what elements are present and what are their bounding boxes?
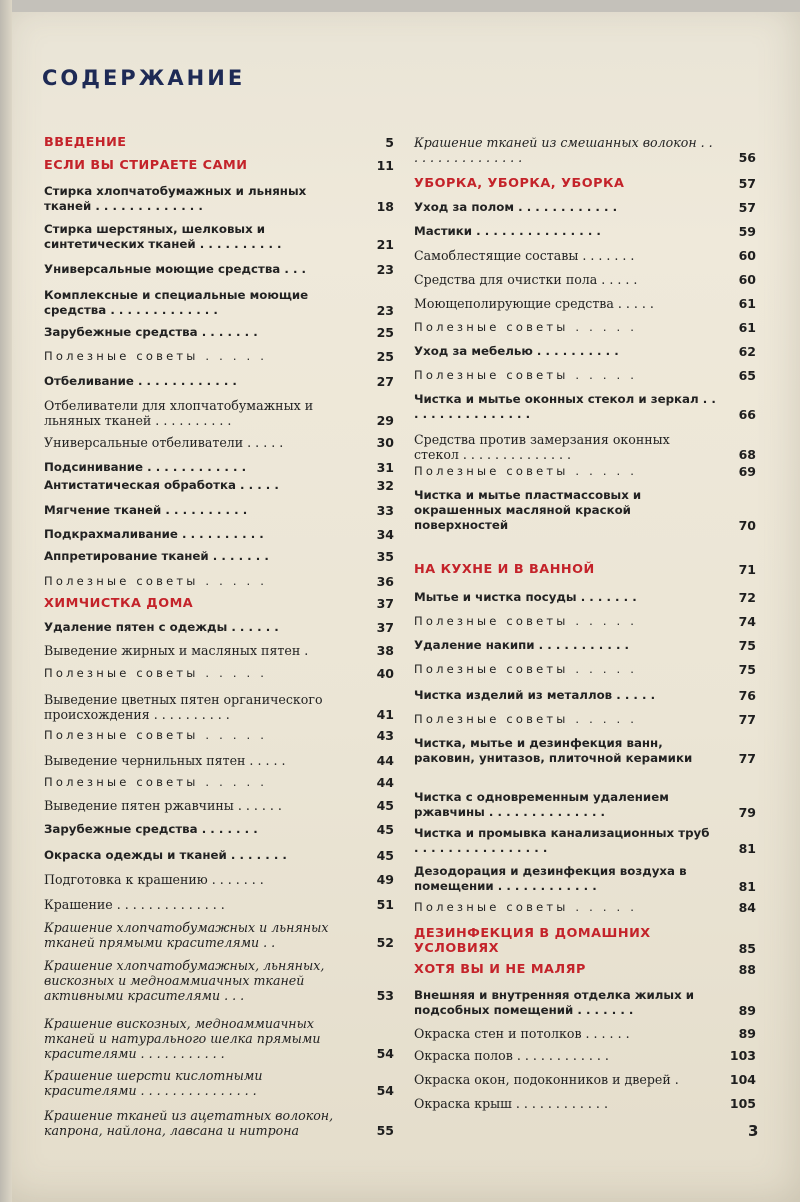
right_column-entry [414, 662, 756, 677]
entry-title: Чистка и мытье пластмассовых и окрашенных масляной краской поверхностей [414, 488, 642, 532]
entry-title: Зарубежные средства . . . . . . . [44, 822, 258, 836]
right_column-entry [414, 614, 756, 629]
entry-title: ХОТЯ ВЫ И НЕ МАЛЯР [414, 962, 586, 977]
left_column-entry [44, 460, 394, 475]
entry-page-number: 43 [376, 728, 394, 743]
entry-title: Крашение . . . . . . . . . . . . . . [44, 897, 225, 912]
right_column-entry [414, 736, 756, 766]
left_column-entry [44, 398, 394, 428]
left_column-entry [44, 728, 394, 743]
entry-page-number: 68 [738, 447, 756, 462]
entry-page-number: 29 [376, 413, 394, 428]
entry-title: Мытье и чистка посуды . . . . . . . [414, 590, 637, 604]
right_column-entry [414, 432, 756, 462]
entry-page-number: 33 [376, 503, 394, 518]
entry-page-number: 72 [738, 590, 756, 605]
entry-page-number: 89 [738, 1003, 756, 1018]
left_column-entry [44, 692, 394, 722]
entry-page-number: 81 [738, 841, 756, 856]
entry-title: Полезные советы . . . . . [44, 775, 268, 789]
entry-title: Подготовка к крашению . . . . . . . [44, 872, 264, 887]
right_column-entry [414, 900, 756, 915]
entry-page-number: 104 [729, 1072, 756, 1087]
page-left-edge [0, 0, 12, 1202]
entry-page-number: 74 [738, 614, 756, 629]
right_column-entry [414, 988, 756, 1018]
entry-page-number: 40 [376, 666, 394, 681]
entry-page-number: 85 [738, 941, 756, 956]
entry-page-number: 52 [376, 935, 394, 950]
entry-page-number: 38 [376, 643, 394, 658]
entry-title: Окраска стен и потолков . . . . . . [414, 1026, 630, 1041]
entry-title: Полезные советы . . . . . [44, 574, 268, 588]
entry-title: Крашение тканей из смешанных волокон . . . . . . . . . . . . . . . . [414, 135, 713, 165]
entry-page-number: 27 [376, 374, 394, 389]
entry-title: Окраска окон, подоконников и дверей . [414, 1072, 679, 1087]
entry-title: Универсальные моющие средства . . . [44, 262, 307, 276]
right_column-entry [414, 1096, 756, 1111]
left_column-entry [44, 349, 394, 364]
entry-title: Подсинивание . . . . . . . . . . . . [44, 460, 247, 474]
left_column-entry [44, 478, 394, 493]
entry-title: Чистка и мытье оконных стекол и зеркал . . . . . . . . . . . . . . . . [414, 392, 716, 421]
entry-title: Мастики . . . . . . . . . . . . . . . [414, 224, 601, 238]
left_column-entry [44, 798, 394, 813]
entry-page-number: 44 [376, 775, 394, 790]
entry-title: Выведение цветных пятен органического происхождения . . . . . . . . . . [44, 692, 323, 722]
right_column-entry [414, 248, 756, 263]
right_column-entry [414, 926, 756, 956]
entry-title: Мягчение тканей . . . . . . . . . . [44, 503, 248, 517]
entry-title: ЕСЛИ ВЫ СТИРАЕТЕ САМИ [44, 158, 248, 173]
entry-title: ХИМЧИСТКА ДОМА [44, 596, 194, 611]
right_column-entry [414, 864, 756, 894]
left_column-entry [44, 775, 394, 790]
left_column-entry [44, 288, 394, 318]
left_column-entry [44, 184, 394, 214]
right_column-entry [414, 1072, 756, 1087]
entry-title: Окраска крыш . . . . . . . . . . . . [414, 1096, 608, 1111]
entry-title: ДЕЗИНФЕКЦИЯ В ДОМАШНИХ УСЛОВИЯХ [414, 926, 651, 956]
left_column-entry [44, 848, 394, 863]
left_column-entry [44, 643, 394, 658]
left_column-entry [44, 897, 394, 912]
right_column-entry [414, 712, 756, 727]
entry-page-number: 5 [385, 135, 394, 150]
entry-title: Полезные советы . . . . . [44, 728, 268, 742]
entry-page-number: 56 [738, 150, 756, 165]
entry-page-number: 51 [376, 897, 394, 912]
entry-page-number: 84 [738, 900, 756, 915]
left_column-entry [44, 958, 394, 1003]
entry-page-number: 49 [376, 872, 394, 887]
entry-page-number: 62 [738, 344, 756, 359]
entry-title: Стирка шерстяных, шелковых и синтетических тканей . . . . . . . . . . [44, 222, 282, 251]
entry-page-number: 66 [738, 407, 756, 422]
right_column-entry [414, 296, 756, 311]
entry-page-number: 88 [738, 962, 756, 977]
entry-page-number: 61 [738, 296, 756, 311]
entry-page-number: 36 [376, 574, 394, 589]
right_column-entry [414, 368, 756, 383]
entry-title: Крашение шерсти кислотными красителями . . . . . . . . . . . . . . . [44, 1068, 263, 1098]
left_column-entry [44, 158, 394, 173]
right_column-entry [414, 344, 756, 359]
entry-title: УБОРКА, УБОРКА, УБОРКА [414, 176, 625, 191]
entry-page-number: 65 [738, 368, 756, 383]
left_column-entry [44, 872, 394, 887]
entry-title: Средства для очистки пола . . . . . [414, 272, 638, 287]
entry-page-number: 37 [376, 596, 394, 611]
entry-title: Самоблестящие составы . . . . . . . [414, 248, 635, 263]
right_column-entry [414, 562, 756, 577]
entry-title: Полезные советы . . . . . [414, 320, 638, 334]
entry-page-number: 57 [738, 200, 756, 215]
entry-title: Полезные советы . . . . . [414, 662, 638, 676]
entry-title: Зарубежные средства . . . . . . . [44, 325, 258, 339]
left_column-entry [44, 374, 394, 389]
entry-page-number: 55 [376, 1123, 394, 1138]
left_column-entry [44, 325, 394, 340]
left_column-entry [44, 666, 394, 681]
entry-page-number: 71 [738, 562, 756, 577]
entry-page-number: 23 [376, 303, 394, 318]
entry-page-number: 75 [738, 638, 756, 653]
entry-page-number: 30 [376, 435, 394, 450]
right_column-entry [414, 790, 756, 820]
entry-page-number: 35 [376, 549, 394, 564]
entry-title: Чистка изделий из металлов . . . . . [414, 688, 656, 702]
left_column-entry [44, 753, 394, 768]
right_column-entry [414, 464, 756, 479]
entry-title: Внешняя и внутренняя отделка жилых и подсобных помещений . . . . . . . [414, 988, 695, 1017]
right_column-entry [414, 320, 756, 335]
entry-page-number: 89 [738, 1026, 756, 1041]
entry-page-number: 18 [376, 199, 394, 214]
entry-page-number: 31 [376, 460, 394, 475]
left_column-entry [44, 1016, 394, 1061]
entry-page-number: 79 [738, 805, 756, 820]
entry-page-number: 54 [376, 1046, 394, 1061]
left_column-entry [44, 503, 394, 518]
right_column-entry [414, 826, 756, 856]
entry-title: Окраска одежды и тканей . . . . . . . [44, 848, 287, 862]
entry-page-number: 103 [729, 1048, 756, 1063]
entry-title: Выведение пятен ржавчины . . . . . . [44, 798, 282, 813]
entry-title: Уход за мебелью . . . . . . . . . . [414, 344, 619, 358]
page-title: СОДЕРЖАНИЕ [42, 66, 246, 90]
entry-title: Стирка хлопчатобумажных и льняных тканей . . . . . . . . . . . . . [44, 184, 307, 213]
right_column-entry [414, 1048, 756, 1063]
entry-title: Моющеполирующие средства . . . . . [414, 296, 654, 311]
entry-title: Чистка с одновременным удалением ржавчины . . . . . . . . . . . . . . [414, 790, 669, 819]
right_column-entry [414, 200, 756, 215]
entry-title: Комплексные и специальные моющие средства . . . . . . . . . . . . . [44, 288, 309, 317]
entry-title: Полезные советы . . . . . [414, 464, 638, 478]
right_column-entry [414, 688, 756, 703]
entry-title: Крашение вискозных, медноаммиачных тканей и натурального шелка прямыми красителями . . . . . . . . . . . [44, 1016, 321, 1061]
entry-page-number: 76 [738, 688, 756, 703]
entry-page-number: 11 [376, 158, 394, 173]
entry-title: Удаление пятен с одежды . . . . . . [44, 620, 279, 634]
left_column-entry [44, 435, 394, 450]
entry-page-number: 81 [738, 879, 756, 894]
entry-title: Выведение чернильных пятен . . . . . [44, 753, 286, 768]
entry-title: Крашение тканей из ацетатных волокон, капрона, найлона, лавсана и нитрона [44, 1108, 334, 1138]
entry-title: Окраска полов . . . . . . . . . . . . [414, 1048, 609, 1063]
entry-title: Полезные советы . . . . . [414, 614, 638, 628]
entry-title: Отбеливание . . . . . . . . . . . . [44, 374, 237, 388]
entry-page-number: 75 [738, 662, 756, 677]
entry-title: Подкрахмаливание . . . . . . . . . . [44, 527, 264, 541]
entry-page-number: 45 [376, 848, 394, 863]
page-number: 3 [748, 1122, 759, 1140]
entry-page-number: 44 [376, 753, 394, 768]
left_column-entry [44, 549, 394, 564]
right_column-entry [414, 1026, 756, 1041]
entry-page-number: 25 [376, 349, 394, 364]
entry-page-number: 53 [376, 988, 394, 1003]
entry-title: Выведение жирных и масляных пятен . [44, 643, 309, 658]
entry-title: Крашение хлопчатобумажных и льняных тканей прямыми красителями . . [44, 920, 329, 950]
entry-title: Чистка и промывка канализационных труб . . . . . . . . . . . . . . . . [414, 826, 710, 855]
entry-title: ВВЕДЕНИЕ [44, 135, 127, 150]
entry-title: Полезные советы . . . . . [414, 900, 638, 914]
entry-page-number: 60 [738, 272, 756, 287]
right_column-entry [414, 638, 756, 653]
entry-title: Отбеливатели для хлопчатобумажных и льняных тканей . . . . . . . . . . [44, 398, 314, 428]
right_column-entry [414, 224, 756, 239]
entry-page-number: 77 [738, 751, 756, 766]
entry-page-number: 59 [738, 224, 756, 239]
entry-title: Полезные советы . . . . . [44, 349, 268, 363]
left_column-entry [44, 822, 394, 837]
entry-page-number: 21 [376, 237, 394, 252]
entry-title: Полезные советы . . . . . [414, 712, 638, 726]
entry-title: Уход за полом . . . . . . . . . . . . [414, 200, 618, 214]
entry-page-number: 25 [376, 325, 394, 340]
entry-page-number: 23 [376, 262, 394, 277]
entry-page-number: 45 [376, 798, 394, 813]
entry-page-number: 77 [738, 712, 756, 727]
entry-title: Чистка, мытье и дезинфекция ванн, раковин, унитазов, плиточной керамики [414, 736, 693, 765]
page-top-edge [0, 0, 800, 12]
entry-title: Удаление накипи . . . . . . . . . . . [414, 638, 630, 652]
left_column-entry [44, 527, 394, 542]
entry-page-number: 45 [376, 822, 394, 837]
right_column-entry [414, 962, 756, 977]
entry-page-number: 54 [376, 1083, 394, 1098]
left_column-entry [44, 222, 394, 252]
entry-page-number: 60 [738, 248, 756, 263]
right_column-entry [414, 392, 756, 422]
left_column-entry [44, 596, 394, 611]
entry-title: Аппретирование тканей . . . . . . . [44, 549, 269, 563]
entry-page-number: 70 [738, 518, 756, 533]
entry-page-number: 41 [376, 707, 394, 722]
entry-title: Антистатическая обработка . . . . . [44, 478, 279, 492]
entry-title: Крашение хлопчатобумажных, льняных, вискозных и медноаммиачных тканей активными красителями . . . [44, 958, 325, 1003]
right_column-entry [414, 488, 756, 533]
entry-title: Полезные советы . . . . . [44, 666, 268, 680]
entry-page-number: 61 [738, 320, 756, 335]
entry-title: Средства против замерзания оконных стекол . . . . . . . . . . . . . . [414, 432, 670, 462]
entry-page-number: 32 [376, 478, 394, 493]
right_column-entry [414, 135, 756, 165]
left_column-entry [44, 1108, 394, 1138]
entry-title: НА КУХНЕ И В ВАННОЙ [414, 562, 595, 577]
left_column-entry [44, 262, 394, 277]
right_column-entry [414, 590, 756, 605]
entry-title: Универсальные отбеливатели . . . . . [44, 435, 284, 450]
left_column-entry [44, 135, 394, 150]
entry-page-number: 105 [729, 1096, 756, 1111]
entry-page-number: 57 [738, 176, 756, 191]
left_column-entry [44, 574, 394, 589]
left_column-entry [44, 620, 394, 635]
entry-page-number: 34 [376, 527, 394, 542]
left_column-entry [44, 920, 394, 950]
left_column-entry [44, 1068, 394, 1098]
right_column-entry [414, 176, 756, 191]
entry-page-number: 69 [738, 464, 756, 479]
right_column-entry [414, 272, 756, 287]
entry-title: Полезные советы . . . . . [414, 368, 638, 382]
entry-title: Дезодорация и дезинфекция воздуха в помещении . . . . . . . . . . . . [414, 864, 687, 893]
entry-page-number: 37 [376, 620, 394, 635]
